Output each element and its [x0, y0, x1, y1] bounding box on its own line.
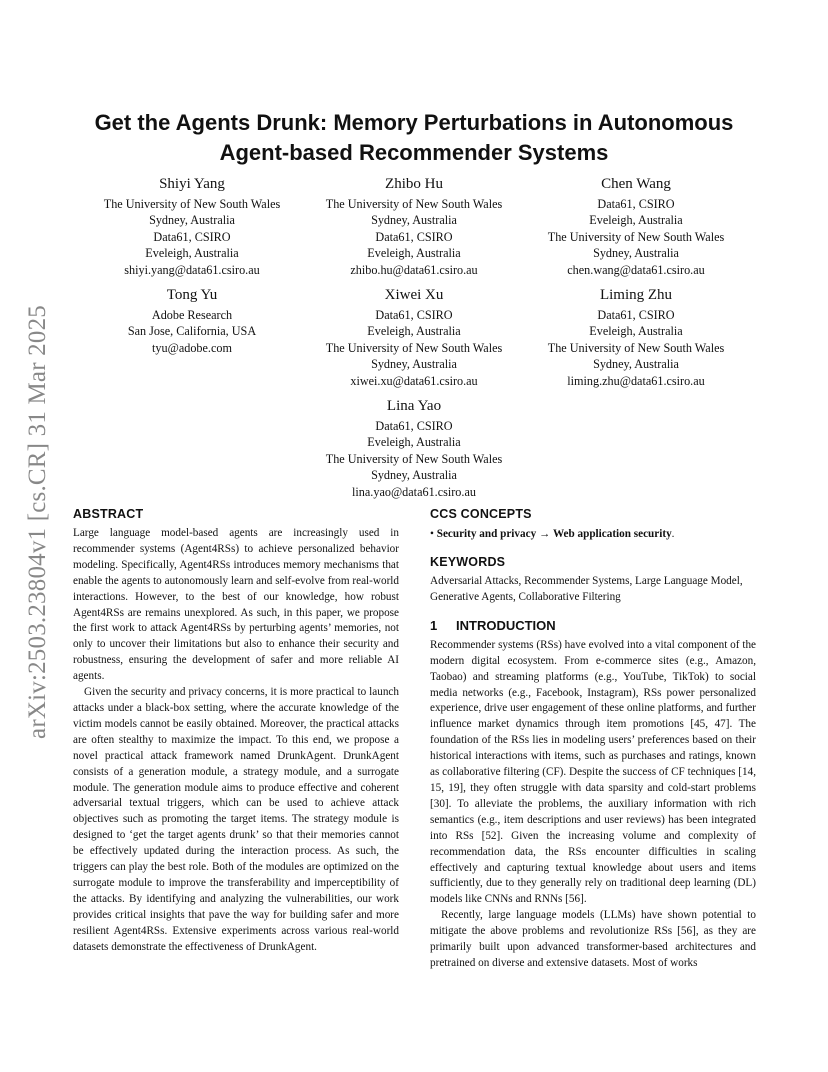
author-affiliation: Data61, CSIRO: [597, 197, 675, 211]
title-line-1: Get the Agents Drunk: Memory Perturbations in Autonomous: [94, 110, 734, 135]
author-block: [526, 286, 746, 389]
author-affiliation: Sydney, Australia: [371, 213, 457, 228]
author-affiliation: The University of New South Wales: [325, 197, 503, 211]
keywords-heading: KEYWORDS: [430, 555, 506, 569]
author-email: liming.zhu@data61.csiro.au: [567, 373, 705, 388]
author-affiliation: Eveleigh, Australia: [589, 324, 683, 339]
paper-title: [60, 108, 768, 168]
author-block: [526, 175, 746, 278]
author-affiliation: Eveleigh, Australia: [367, 324, 461, 339]
author-affiliation: The University of New South Wales: [325, 451, 503, 466]
ccs-concepts-line: [430, 526, 756, 542]
author-email: xiwei.xu@data61.csiro.au: [350, 373, 478, 388]
author-affiliation: The University of New South Wales: [547, 229, 725, 244]
section-title: INTRODUCTION: [456, 617, 556, 633]
author-affiliation: Data61, CSIRO: [375, 229, 453, 244]
ccs-concept-primary: Security and privacy: [436, 528, 537, 540]
author-affiliation: Sydney, Australia: [371, 468, 457, 483]
introduction-paragraph: Recently, large language models (LLMs) have shown potential to mitigate the above problems and revolutionize RSs [56], as they are primarily built upon advanced transformer-based architectures and pretrained on diverse and extensive datasets. Most of works: [430, 909, 756, 969]
introduction-heading: [430, 617, 756, 634]
author-affiliation: Adobe Research: [151, 308, 233, 322]
abstract-paragraph: Large language model-based agents are increasingly used in recommender systems (Agent4RSs) to achieve personalized behavior modeling. Specifically, Agent4RSs introduces memory mechanisms that enable the agents to autonomously learn and self-evolve from real-world interactions. However, to the best of our knowledge, how robust Agent4RSs are remains unexplored. As such, in this paper, we propose the first work to attack Agent4RSs by perturbing agents’ memories, not only to uncover their limitations but also to enhance their security and robustness, ensuring the development of safer and more reliable AI agents.: [73, 527, 399, 683]
author-affiliation: The University of New South Wales: [547, 340, 725, 355]
author-affiliation: Eveleigh, Australia: [367, 435, 461, 450]
arxiv-identifier-text: arXiv:2503.23804v1 [cs.CR] 31 Mar 2025: [24, 305, 52, 739]
author-email: shiyi.yang@data61.csiro.au: [124, 262, 260, 277]
right-column: [430, 506, 756, 972]
author-name: Tong Yu: [166, 287, 218, 303]
author-affiliation: Sydney, Australia: [593, 246, 679, 261]
author-affiliation: Eveleigh, Australia: [589, 213, 683, 228]
title-line-2: Agent-based Recommender Systems: [219, 140, 609, 165]
arxiv-identifier-stamp: [18, 282, 58, 762]
author-affiliation: Eveleigh, Australia: [367, 246, 461, 261]
author-email: zhibo.hu@data61.csiro.au: [350, 262, 478, 277]
author-affiliation: Data61, CSIRO: [597, 308, 675, 322]
arrow-icon: →: [538, 528, 551, 540]
author-affiliation: Data61, CSIRO: [375, 308, 453, 322]
author-block: [304, 175, 524, 278]
author-affiliation: Sydney, Australia: [149, 213, 235, 228]
author-name: Chen Wang: [601, 176, 671, 192]
author-block: [82, 175, 302, 278]
introduction-paragraph: Recommender systems (RSs) have evolved into a vital component of the modern digital ecosystem. From e-commerce sites (e.g., Amazon, Taobao) and streaming platforms (e.g., YouTube, TikTok) to social media networks (e.g., Facebook, Instagram), RSs power personalized experience, drive user engagement of these online platforms, and further influence market dynamics through item promotions [45, 47]. The foundation of the RSs lies in modeling users’ preferences based on their historical interactions with items, such as purchases and ratings, known as collaborative filtering (CF). Despite the success of CF techniques [14, 15, 19], they often struggle with data sparsity and cold-start problems [30]. To alleviate the problems, the auxiliary information with rich semantics (e.g., item descriptions and user reviews) has been integrated into RSs [52]. Given the increasing volume and complexity of recommendation data, the RSs encounter difficulties in scaling effectively and capturing textual knowledge about users and items sufficiently, due to they generally rely on traditional deep learning (DL) models like CNNs and RNNs [56].: [430, 638, 756, 906]
author-name: Zhibo Hu: [385, 176, 443, 192]
author-email: tyu@adobe.com: [152, 340, 232, 355]
abstract-section: [73, 506, 399, 955]
ccs-heading: CCS CONCEPTS: [430, 507, 532, 521]
author-block: [304, 286, 524, 389]
keywords-text: Adversarial Attacks, Recommender Systems, Large Language Model, Generative Agents, Collaborative Filtering: [430, 575, 743, 603]
section-number: 1: [430, 617, 438, 633]
author-affiliation: Eveleigh, Australia: [145, 246, 239, 261]
author-block: [304, 397, 524, 500]
author-affiliation: Sydney, Australia: [593, 357, 679, 372]
author-name: Lina Yao: [386, 398, 442, 414]
author-email: lina.yao@data61.csiro.au: [352, 484, 476, 499]
author-email: chen.wang@data61.csiro.au: [567, 262, 705, 277]
ccs-bullet: •: [430, 528, 434, 540]
author-name: Shiyi Yang: [159, 176, 225, 192]
author-affiliation: Data61, CSIRO: [153, 229, 231, 244]
author-affiliation: The University of New South Wales: [103, 197, 281, 211]
abstract-paragraph: Given the security and privacy concerns, it is more practical to launch attacks under a black-box setting, where the accurate knowledge of the victim models cannot be easily obtained. Moreover, the practical attacks are often stealthy to maximize the impact. To this end, we propose a novel practical attack framework named DrunkAgent. DrunkAgent consists of a generation module, a strategy module, and a surrogate module. The generation module aims to produce effective and coherent adversarial textual triggers, which can be used to achieve attack objectives such as promoting the target items. The strategy module is designed to ‘get the target agents drunk’ so that their memories cannot be effectively updated during the interaction process. As such, the triggers can play the best role. Both of the modules are optimized on the surrogate module to improve the transferability and imperceptibility of the attacks. By identifying and analyzing the vulnerabilities, our work provides critical insights that pave the way for building safer and more resilient Agent4RSs. Extensive experiments across various real-world datasets demonstrate the effectiveness of DrunkAgent.: [73, 686, 399, 953]
author-name: Xiwei Xu: [384, 287, 444, 303]
ccs-period: .: [671, 528, 675, 540]
ccs-concept-secondary: Web application security: [552, 528, 672, 540]
author-affiliation: Sydney, Australia: [371, 357, 457, 372]
author-affiliation: Data61, CSIRO: [375, 419, 453, 433]
author-affiliation: San Jose, California, USA: [127, 324, 257, 339]
author-name: Liming Zhu: [599, 287, 673, 303]
author-affiliation: The University of New South Wales: [325, 340, 503, 355]
abstract-heading: ABSTRACT: [73, 507, 144, 521]
author-block: [82, 286, 302, 356]
